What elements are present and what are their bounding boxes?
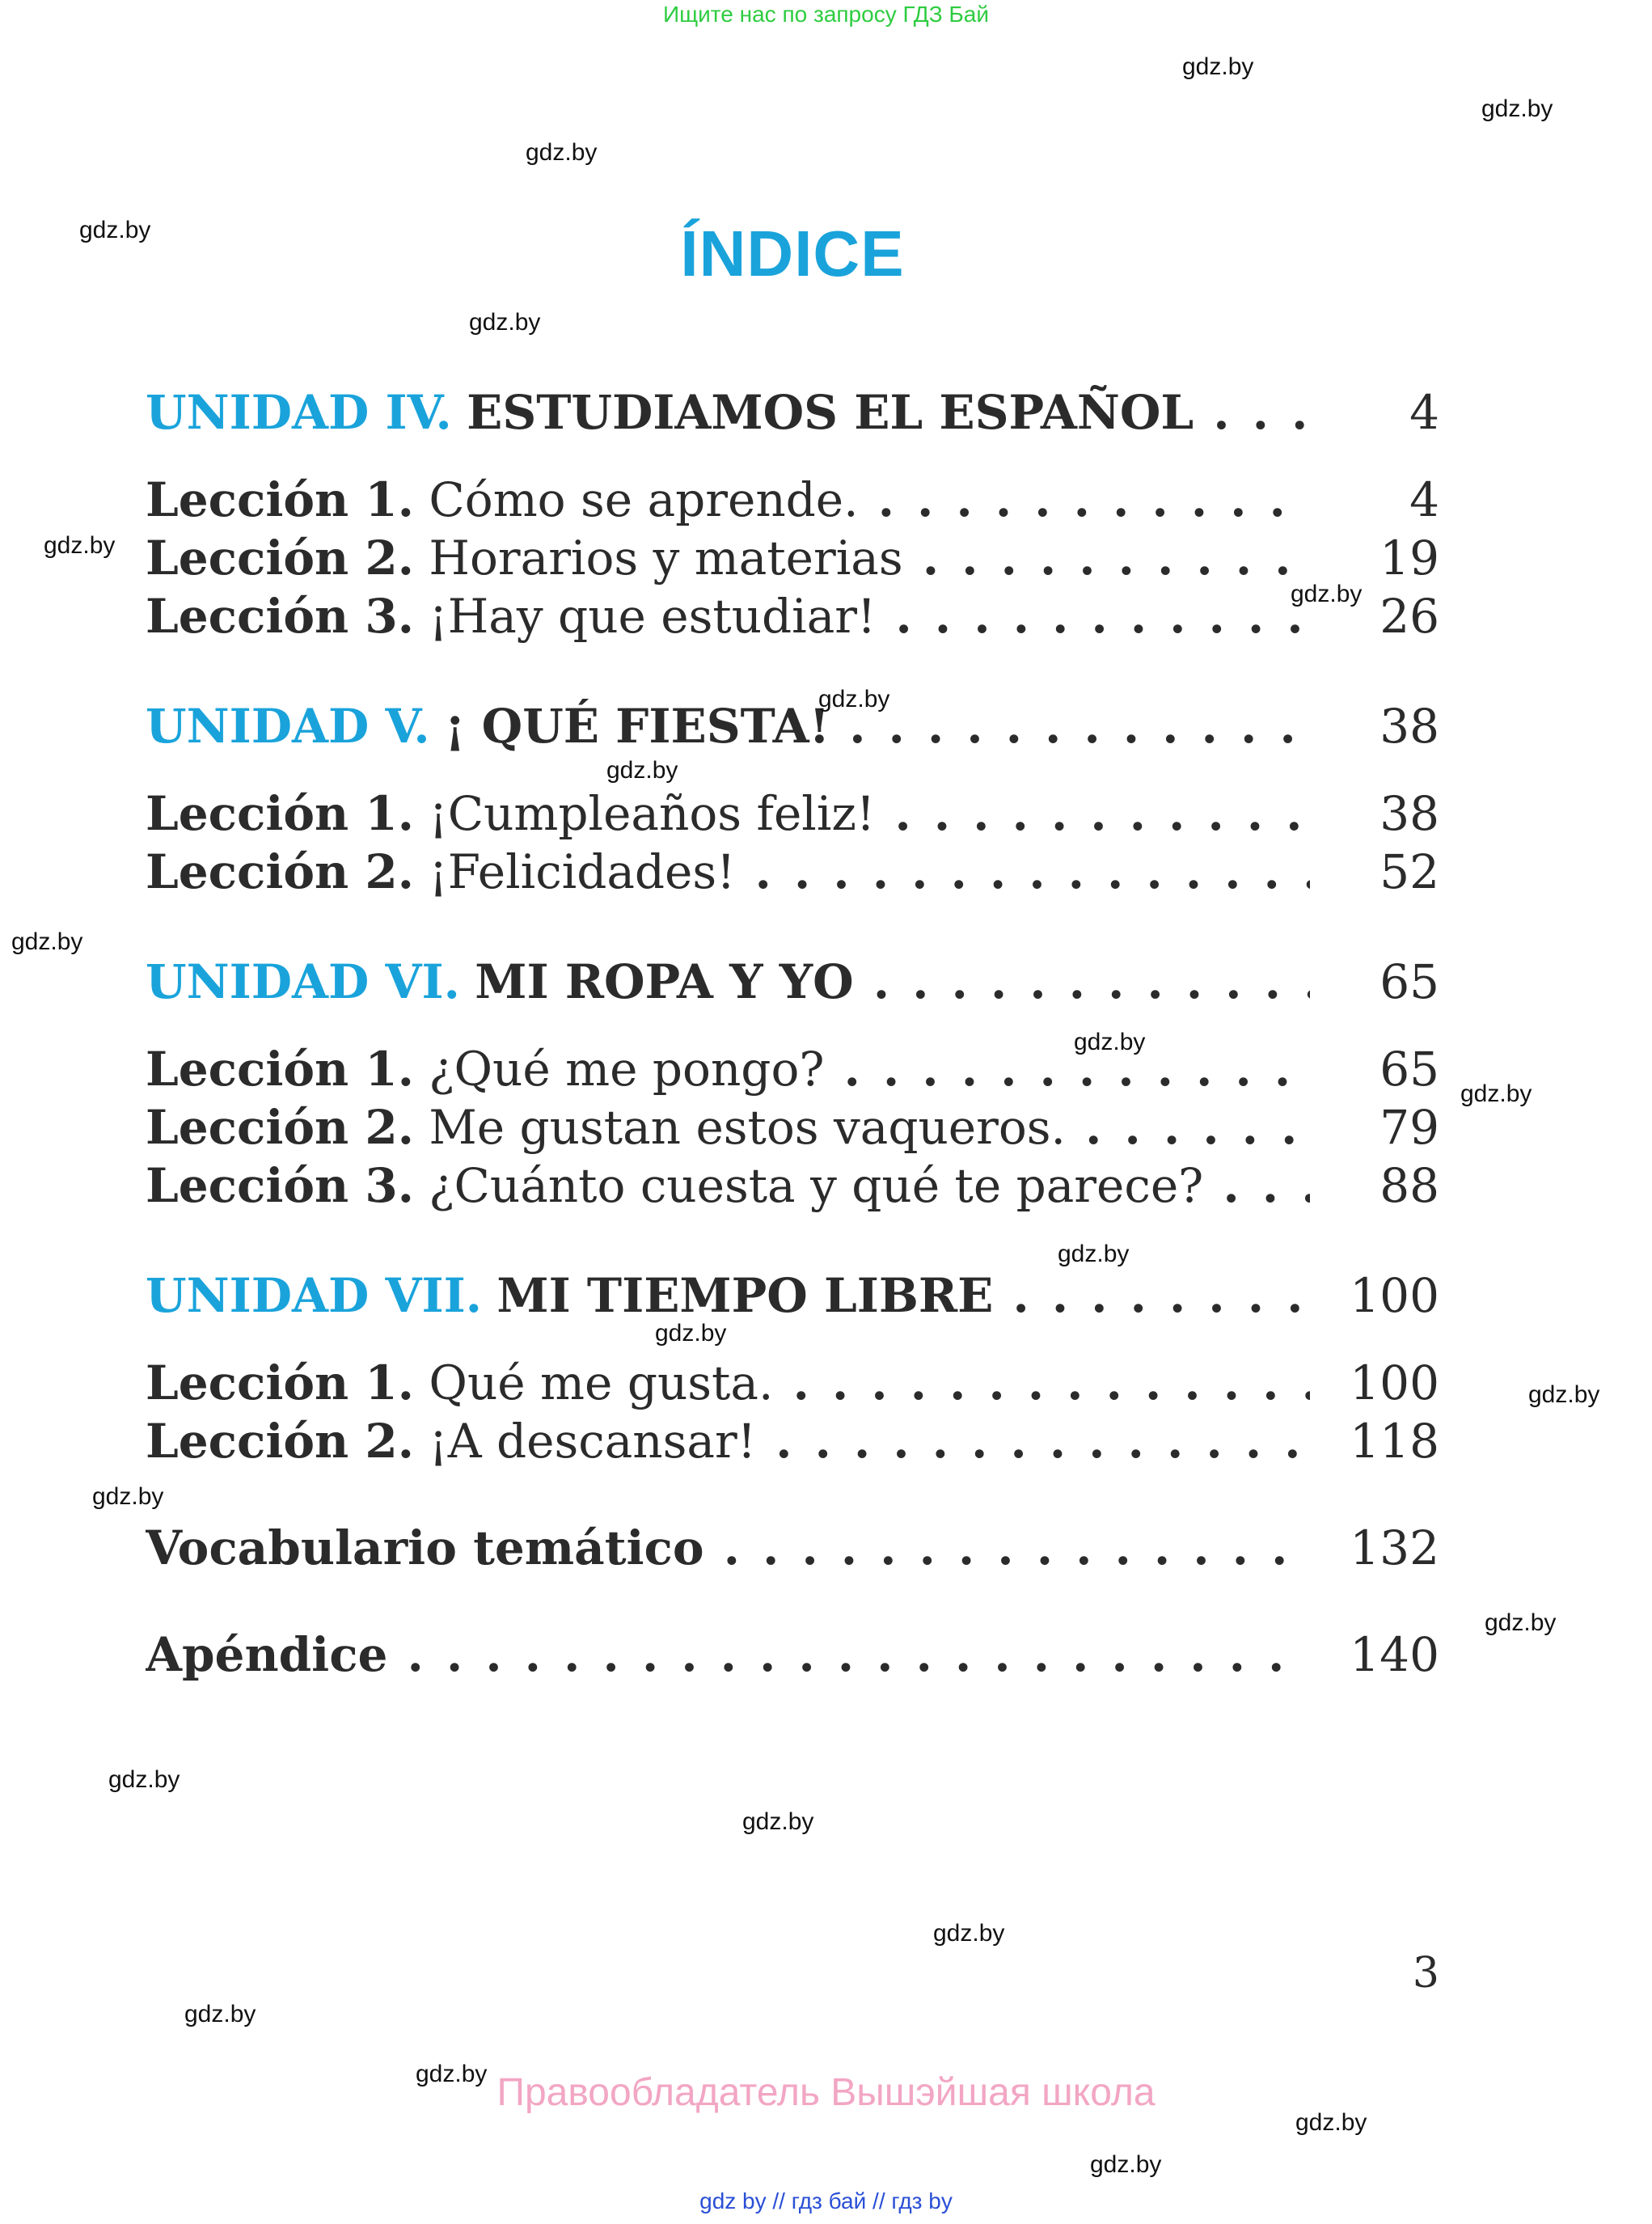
entry-name: Apéndice bbox=[146, 1627, 388, 1682]
lesson-label: Lección 2. bbox=[146, 531, 414, 586]
top-banner[interactable]: Ищите нас по запросу ГДЗ Бай bbox=[662, 2, 990, 27]
toc-lesson[interactable] bbox=[146, 1095, 1439, 1160]
entry-name: Vocabulario temático bbox=[146, 1520, 704, 1575]
unit-label: UNIDAD IV. bbox=[146, 385, 452, 440]
watermark: gdz.by bbox=[818, 686, 890, 712]
page-title: ÍNDICE bbox=[680, 218, 905, 290]
page-ref: 38 bbox=[1379, 699, 1439, 754]
watermark: gdz.by bbox=[11, 928, 83, 955]
watermark: gdz.by bbox=[92, 1483, 164, 1510]
toc-lesson[interactable] bbox=[146, 1409, 1439, 1474]
page-ref: 140 bbox=[1350, 1627, 1439, 1682]
page-ref: 65 bbox=[1379, 954, 1439, 1009]
toc-lesson[interactable] bbox=[146, 1153, 1439, 1218]
watermark: gdz.by bbox=[606, 757, 678, 784]
lesson-name: Me gustan estos vaqueros. bbox=[429, 1100, 1066, 1155]
lesson-name: ¿Cuánto cuesta y qué te parece? bbox=[429, 1158, 1204, 1213]
copyright-notice: Правообладатель Вышэйшая школа bbox=[496, 2071, 1156, 2114]
unit-name: MI ROPA Y YO bbox=[475, 954, 854, 1009]
unit-name: ¡ QUÉ FIESTA! bbox=[445, 699, 830, 754]
page-ref: 100 bbox=[1350, 1268, 1439, 1323]
unit-label: UNIDAD VI. bbox=[146, 954, 460, 1009]
page-ref: 79 bbox=[1379, 1100, 1439, 1155]
watermark: gdz.by bbox=[1291, 581, 1363, 607]
toc-lesson[interactable] bbox=[146, 467, 1439, 532]
watermark: gdz.by bbox=[933, 1920, 1005, 1947]
page-ref: 19 bbox=[1379, 531, 1439, 586]
watermark: gdz.by bbox=[469, 309, 541, 336]
lesson-name: ¿Qué me pongo? bbox=[429, 1042, 825, 1097]
watermark: gdz.by bbox=[1074, 1029, 1146, 1055]
bottom-links[interactable]: gdz by // гдз бай // гдз by bbox=[699, 2188, 953, 2213]
toc-lesson[interactable] bbox=[146, 1037, 1439, 1101]
watermark: gdz.by bbox=[655, 1320, 727, 1347]
watermark: gdz.by bbox=[1058, 1241, 1130, 1267]
page-number: 3 bbox=[1412, 1949, 1439, 1998]
toc-unit-iv[interactable] bbox=[146, 380, 1439, 445]
toc-lesson[interactable] bbox=[146, 584, 1439, 649]
lesson-name: Horarios y materias bbox=[429, 531, 903, 586]
unit-name: ESTUDIAMOS EL ESPAÑOL bbox=[467, 385, 1194, 440]
watermark: gdz.by bbox=[416, 2061, 488, 2087]
watermark: gdz.by bbox=[108, 1766, 180, 1793]
toc-lesson[interactable] bbox=[146, 839, 1439, 904]
watermark: gdz.by bbox=[1295, 2109, 1367, 2136]
page-ref: 52 bbox=[1379, 844, 1439, 899]
page-ref: 65 bbox=[1379, 1042, 1439, 1097]
page-ref: 26 bbox=[1379, 589, 1439, 644]
toc-apendice[interactable] bbox=[146, 1622, 1439, 1687]
toc-lesson[interactable] bbox=[146, 781, 1439, 846]
toc-unit-vi[interactable] bbox=[146, 949, 1439, 1014]
watermark: gdz.by bbox=[526, 139, 598, 166]
toc-lesson[interactable] bbox=[146, 526, 1439, 590]
watermark: gdz.by bbox=[1460, 1080, 1532, 1107]
watermark: gdz.by bbox=[44, 532, 116, 559]
watermark: gdz.by bbox=[742, 1808, 814, 1835]
unit-label: UNIDAD VII. bbox=[146, 1268, 482, 1323]
toc-unit-v[interactable] bbox=[146, 694, 1439, 759]
lesson-label: Lección 3. bbox=[146, 1158, 414, 1213]
watermark: gdz.by bbox=[1090, 2151, 1162, 2178]
watermark: gdz.by bbox=[1528, 1381, 1600, 1408]
watermark: gdz.by bbox=[1485, 1609, 1557, 1636]
lesson-label: Lección 1. bbox=[146, 1355, 414, 1410]
lesson-name: ¡A descansar! bbox=[429, 1414, 757, 1469]
page-ref: 132 bbox=[1350, 1520, 1439, 1575]
watermark: gdz.by bbox=[79, 217, 151, 243]
watermark: gdz.by bbox=[184, 2001, 256, 2027]
unit-label: UNIDAD V. bbox=[146, 699, 430, 754]
page-ref: 38 bbox=[1379, 786, 1439, 841]
page-ref: 4 bbox=[1409, 472, 1439, 527]
page-ref: 100 bbox=[1350, 1355, 1439, 1410]
lesson-label: Lección 2. bbox=[146, 1414, 414, 1469]
watermark: gdz.by bbox=[1182, 53, 1254, 80]
page-ref: 4 bbox=[1409, 385, 1439, 440]
lesson-label: Lección 2. bbox=[146, 1100, 414, 1155]
lesson-name: ¡Hay que estudiar! bbox=[429, 589, 877, 644]
lesson-name: ¡Felicidades! bbox=[429, 844, 736, 899]
lesson-name: Qué me gusta. bbox=[429, 1355, 774, 1410]
toc-unit-vii[interactable] bbox=[146, 1263, 1439, 1328]
toc-lesson[interactable] bbox=[146, 1351, 1439, 1415]
lesson-name: ¡Cumpleaños feliz! bbox=[429, 786, 876, 841]
unit-name: MI TIEMPO LIBRE bbox=[496, 1268, 994, 1323]
lesson-label: Lección 3. bbox=[146, 589, 414, 644]
lesson-label: Lección 2. bbox=[146, 844, 414, 899]
watermark: gdz.by bbox=[1481, 95, 1553, 122]
lesson-label: Lección 1. bbox=[146, 472, 414, 527]
page-ref: 88 bbox=[1379, 1158, 1439, 1213]
page-ref: 118 bbox=[1350, 1414, 1439, 1469]
toc-vocabulario[interactable] bbox=[146, 1516, 1439, 1580]
lesson-label: Lección 1. bbox=[146, 1042, 414, 1097]
lesson-label: Lección 1. bbox=[146, 786, 414, 841]
lesson-name: Cómo se aprende. bbox=[429, 472, 859, 527]
